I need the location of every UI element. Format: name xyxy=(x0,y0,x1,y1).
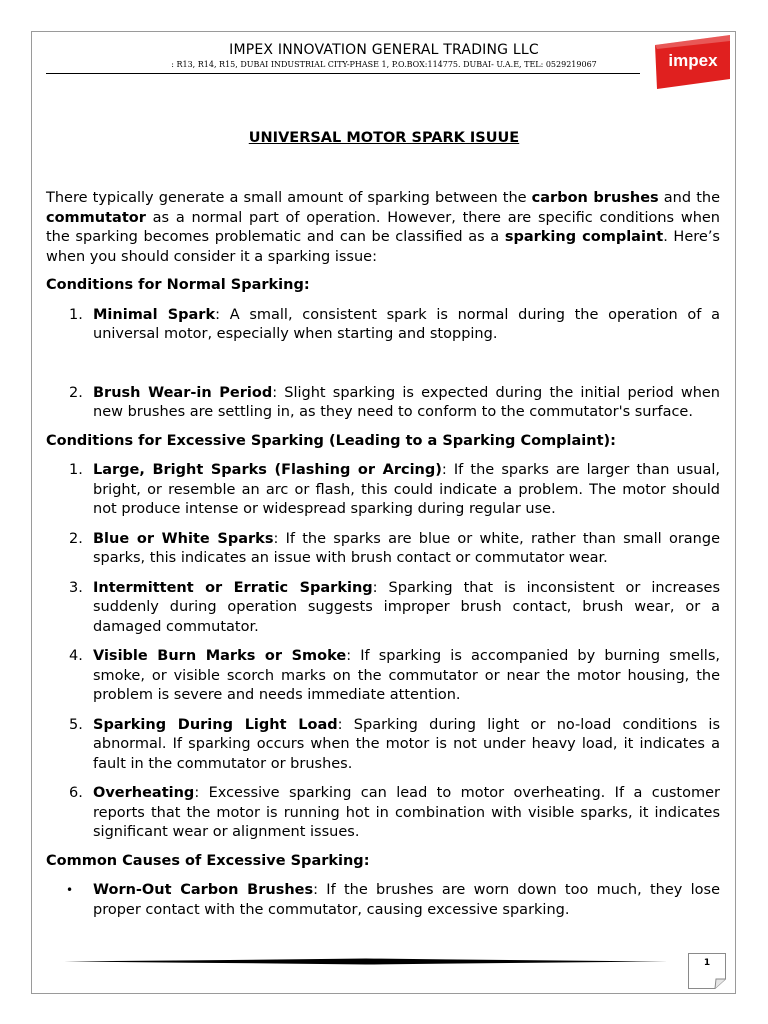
common-causes-list xyxy=(46,881,720,920)
list-item: 1. Large, Bright Sparks (Flashing or Arcing): If the sparks are larger than usual, bright, or resemble an arc or flash, this could indicate a problem. The motor should not produce intense or widespread sparking during regular use. xyxy=(69,462,720,517)
list-item: 5. Sparking During Light Load: Sparking during light or no-load conditions is abnormal. If sparking occurs when the motor is not under heavy load, it indicates a fault in the commutator or brushes. xyxy=(69,716,721,772)
list-item: • Worn-Out Carbon Brushes: If the brushes are worn down too much, they lose proper contact with the commutator, causing excessive sparking. xyxy=(66,882,721,918)
list-item: 2. Blue or White Sparks: If the sparks are blue or white, rather than small orange sparks, this indicates an issue with brush contact or commutator wear. xyxy=(69,530,720,566)
common-causes-heading: Common Causes of Excessive Sparking: xyxy=(46,852,370,869)
list-item: 6. Overheating: Excessive sparking can lead to motor overheating. If a customer reports that the motor is running hot in combination with visible sparks, it indicates significant wear or alignment issues. xyxy=(69,785,720,840)
document-title: UNIVERSAL MOTOR SPARK ISUUE xyxy=(248,130,520,146)
impex-logo xyxy=(651,33,734,91)
list-item: 1. Minimal Spark: A small, consistent spark is normal during the operation of a universal motor, especially when starting and stopping. xyxy=(69,306,720,342)
list-item: 2. Brush Wear-in Period: Slight sparking is expected during the initial period when new brushes are settling in, as they need to conform to the commutator's surface. xyxy=(69,384,720,420)
normal-sparking-heading: Conditions for Normal Sparking: xyxy=(46,277,310,293)
company-name: IMPEX INNOVATION GENERAL TRADING LLC xyxy=(229,42,539,58)
intro-paragraph: There typically generate a small amount of sparking between the carbon brushes and the commutator as a normal part of operation. However, there are specific conditions when the sparking becomes problematic and can be classified as a sparking complaint. Here’s when you should consider it a sparking issue: xyxy=(46,190,720,265)
company-address: : R13, R14, R15, DUBAI INDUSTRIAL CITY-PHASE 1, P.O.BOX:114775. DUBAI- U.A.E, TEL: 0529219067 xyxy=(171,60,597,69)
normal-sparking-list xyxy=(46,306,720,423)
list-item: 3. Intermittent or Erratic Sparking: Sparking that is inconsistent or increases suddenly during operation suggests improper brush contact, brush wear, or a damaged commutator. xyxy=(69,579,720,635)
document-body xyxy=(46,189,720,920)
page-number: 1 xyxy=(703,958,711,968)
excessive-sparking-list xyxy=(46,461,720,843)
logo-text: impex xyxy=(668,51,718,70)
list-item: 4. Visible Burn Marks or Smoke: If sparking is accompanied by burning smells, smoke, or visible scorch marks on the commutator or near the motor housing, the problem is severe and needs immediate attention. xyxy=(69,648,720,703)
excessive-sparking-heading: Conditions for Excessive Sparking (Leading to a Sparking Complaint): xyxy=(46,432,616,449)
header-divider xyxy=(46,73,640,74)
footer-divider xyxy=(64,958,668,965)
